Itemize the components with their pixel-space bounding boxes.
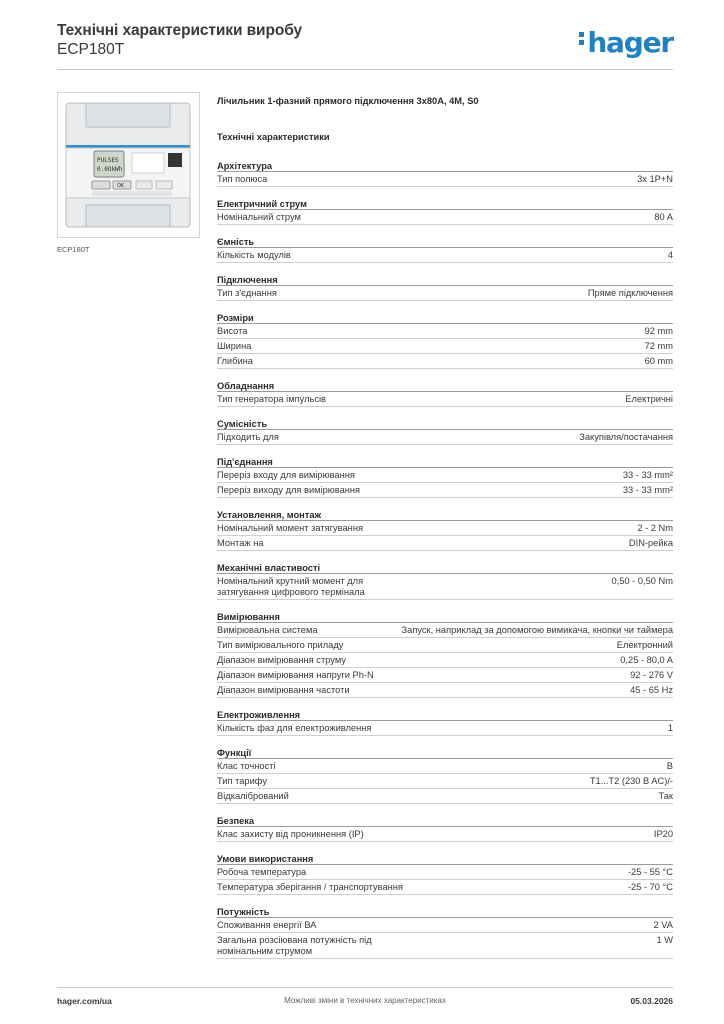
spec-value: B (666, 761, 673, 771)
section-title: Електричний струм (217, 198, 673, 210)
spec-label: Споживання енергії ВА (217, 920, 317, 930)
spec-label: Номінальний крутний момент для затягування цифрового термінала (217, 576, 365, 597)
logo-dots-icon (579, 32, 584, 48)
spec-label: Тип генератора імпульсів (217, 394, 326, 404)
page-header (57, 22, 673, 70)
product-name: Лічильник 1-фазний прямого підключення 3x80A, 4M, S0 (217, 96, 479, 106)
spec-value: 72 mm (644, 341, 673, 351)
spec-label: Клас точності (217, 761, 276, 771)
spec-value: 3x 1P+N (637, 174, 673, 184)
spec-value: 33 - 33 mm² (622, 485, 673, 495)
page-footer (57, 996, 673, 1010)
hager-logo[interactable] (579, 26, 673, 59)
spec-sections (217, 160, 673, 959)
spec-row (217, 623, 673, 638)
spec-label: Монтаж на (217, 538, 264, 548)
section-title: Підключення (217, 274, 673, 286)
spec-row (217, 918, 673, 933)
spec-value: -25 - 55 °C (627, 867, 673, 877)
spec-label: Діапазон вимірювання напруги Ph-N (217, 670, 374, 680)
spec-value: 2 - 2 Nm (637, 523, 673, 533)
footer-divider (57, 987, 673, 988)
spec-row (217, 468, 673, 483)
energy-meter-icon (58, 93, 199, 237)
spec-value: 45 - 65 Hz (630, 685, 673, 695)
spec-label: Діапазон вимірювання частоти (217, 685, 350, 695)
spec-value: 60 mm (644, 356, 673, 366)
spec-label: Відкалібрований (217, 791, 289, 801)
spec-row (217, 354, 673, 369)
spec-value: -25 - 70 °C (627, 882, 673, 892)
section-title: Потужність (217, 906, 673, 918)
section-title: Під'єднання (217, 456, 673, 468)
spec-row (217, 721, 673, 736)
spec-row (217, 759, 673, 774)
spec-row (217, 638, 673, 653)
spec-value: DIN-рейка (628, 538, 673, 548)
footer-website[interactable]: hager.com/ua (57, 996, 112, 1006)
spec-row (217, 483, 673, 498)
spec-label: Клас захисту від проникнення (IP) (217, 829, 364, 839)
section-title: Ємність (217, 236, 673, 248)
spec-label: Кількість фаз для електроживлення (217, 723, 372, 733)
display-text-1: PULSES (97, 157, 119, 164)
spec-content (217, 96, 673, 959)
spec-label: Глибина (217, 356, 253, 366)
spec-label: Тип вимірювального приладу (217, 640, 344, 650)
spec-row (217, 683, 673, 698)
spec-value: Закупівля/постачання (579, 432, 673, 442)
product-code: ECP180T (57, 41, 125, 58)
spec-row (217, 774, 673, 789)
spec-value: 4 (667, 250, 673, 260)
spec-label: Висота (217, 326, 248, 336)
section-title: Електроживлення (217, 709, 673, 721)
spec-row (217, 430, 673, 445)
spec-row (217, 339, 673, 354)
spec-row (217, 392, 673, 407)
spec-value: 0,50 - 0,50 Nm (611, 576, 673, 586)
spec-label: Переріз виходу для вимірювання (217, 485, 361, 495)
spec-label: Номінальний струм (217, 212, 301, 222)
spec-row (217, 933, 673, 959)
spec-label: Тип тарифу (217, 776, 267, 786)
spec-value: 92 - 276 V (630, 670, 673, 680)
spec-value: 2 VA (653, 920, 673, 930)
spec-label: Тип полюса (217, 174, 268, 184)
footer-date: 05.03.2026 (630, 996, 673, 1006)
spec-value: Електричні (625, 394, 673, 404)
spec-label: Робоча температура (217, 867, 307, 877)
spec-label: Підходить для (217, 432, 279, 442)
product-caption: ECP180T (57, 245, 90, 254)
spec-value: Так (658, 791, 673, 801)
spec-label: Номінальний момент затягування (217, 523, 363, 533)
spec-row (217, 668, 673, 683)
section-title: Сумісність (217, 418, 673, 430)
section-title: Обладнання (217, 380, 673, 392)
product-image (57, 92, 200, 238)
footer-note: Можливі зміни в технічних характеристиках (284, 996, 446, 1005)
spec-row (217, 653, 673, 668)
section-title: Установлення, монтаж (217, 509, 673, 521)
spec-row (217, 880, 673, 895)
spec-label: Загальна розсіювана потужність під номінальним струмом (217, 935, 372, 956)
spec-value: Пряме підключення (587, 288, 673, 298)
spec-row (217, 574, 673, 600)
display-text-2: 0.0OkWh (97, 166, 123, 173)
spec-value: T1...T2 (230 B AC)/- (589, 776, 673, 786)
section-title: Механічні властивості (217, 562, 673, 574)
section-title: Функції (217, 747, 673, 759)
spec-label: Тип з'єднання (217, 288, 277, 298)
section-title: Вимірювання (217, 611, 673, 623)
spec-value: 0,25 - 80,0 A (620, 655, 673, 665)
spec-value: 33 - 33 mm² (622, 470, 673, 480)
spec-value: 80 A (654, 212, 673, 222)
spec-row (217, 827, 673, 842)
spec-row (217, 536, 673, 551)
spec-value: Запуск, наприклад за допомогою вимикача, кнопки чи таймера (401, 625, 673, 635)
spec-value: Електронний (616, 640, 673, 650)
spec-row (217, 789, 673, 804)
spec-label: Переріз входу для вимірювання (217, 470, 355, 480)
spec-label: Температура зберігання / транспортування (217, 882, 403, 892)
logo-text: hager (587, 26, 673, 59)
spec-value: 92 mm (644, 326, 673, 336)
section-title: Розміри (217, 312, 673, 324)
spec-value: 1 W (656, 935, 673, 945)
section-title: Умови використання (217, 853, 673, 865)
spec-row (217, 248, 673, 263)
ok-label: OK (117, 183, 125, 189)
spec-value: IP20 (653, 829, 673, 839)
spec-label: Вимірювальна система (217, 625, 318, 635)
spec-heading: Технічні характеристики (217, 132, 330, 142)
spec-value: 1 (667, 723, 673, 733)
spec-row (217, 210, 673, 225)
spec-row (217, 172, 673, 187)
spec-row (217, 324, 673, 339)
spec-label: Ширина (217, 341, 252, 351)
section-title: Безпека (217, 815, 673, 827)
section-title: Архітектура (217, 160, 673, 172)
spec-row (217, 865, 673, 880)
spec-label: Кількість модулів (217, 250, 291, 260)
page-title: Технічні характеристики виробу (57, 22, 302, 39)
spec-row (217, 521, 673, 536)
spec-row (217, 286, 673, 301)
spec-label: Діапазон вимірювання струму (217, 655, 346, 665)
